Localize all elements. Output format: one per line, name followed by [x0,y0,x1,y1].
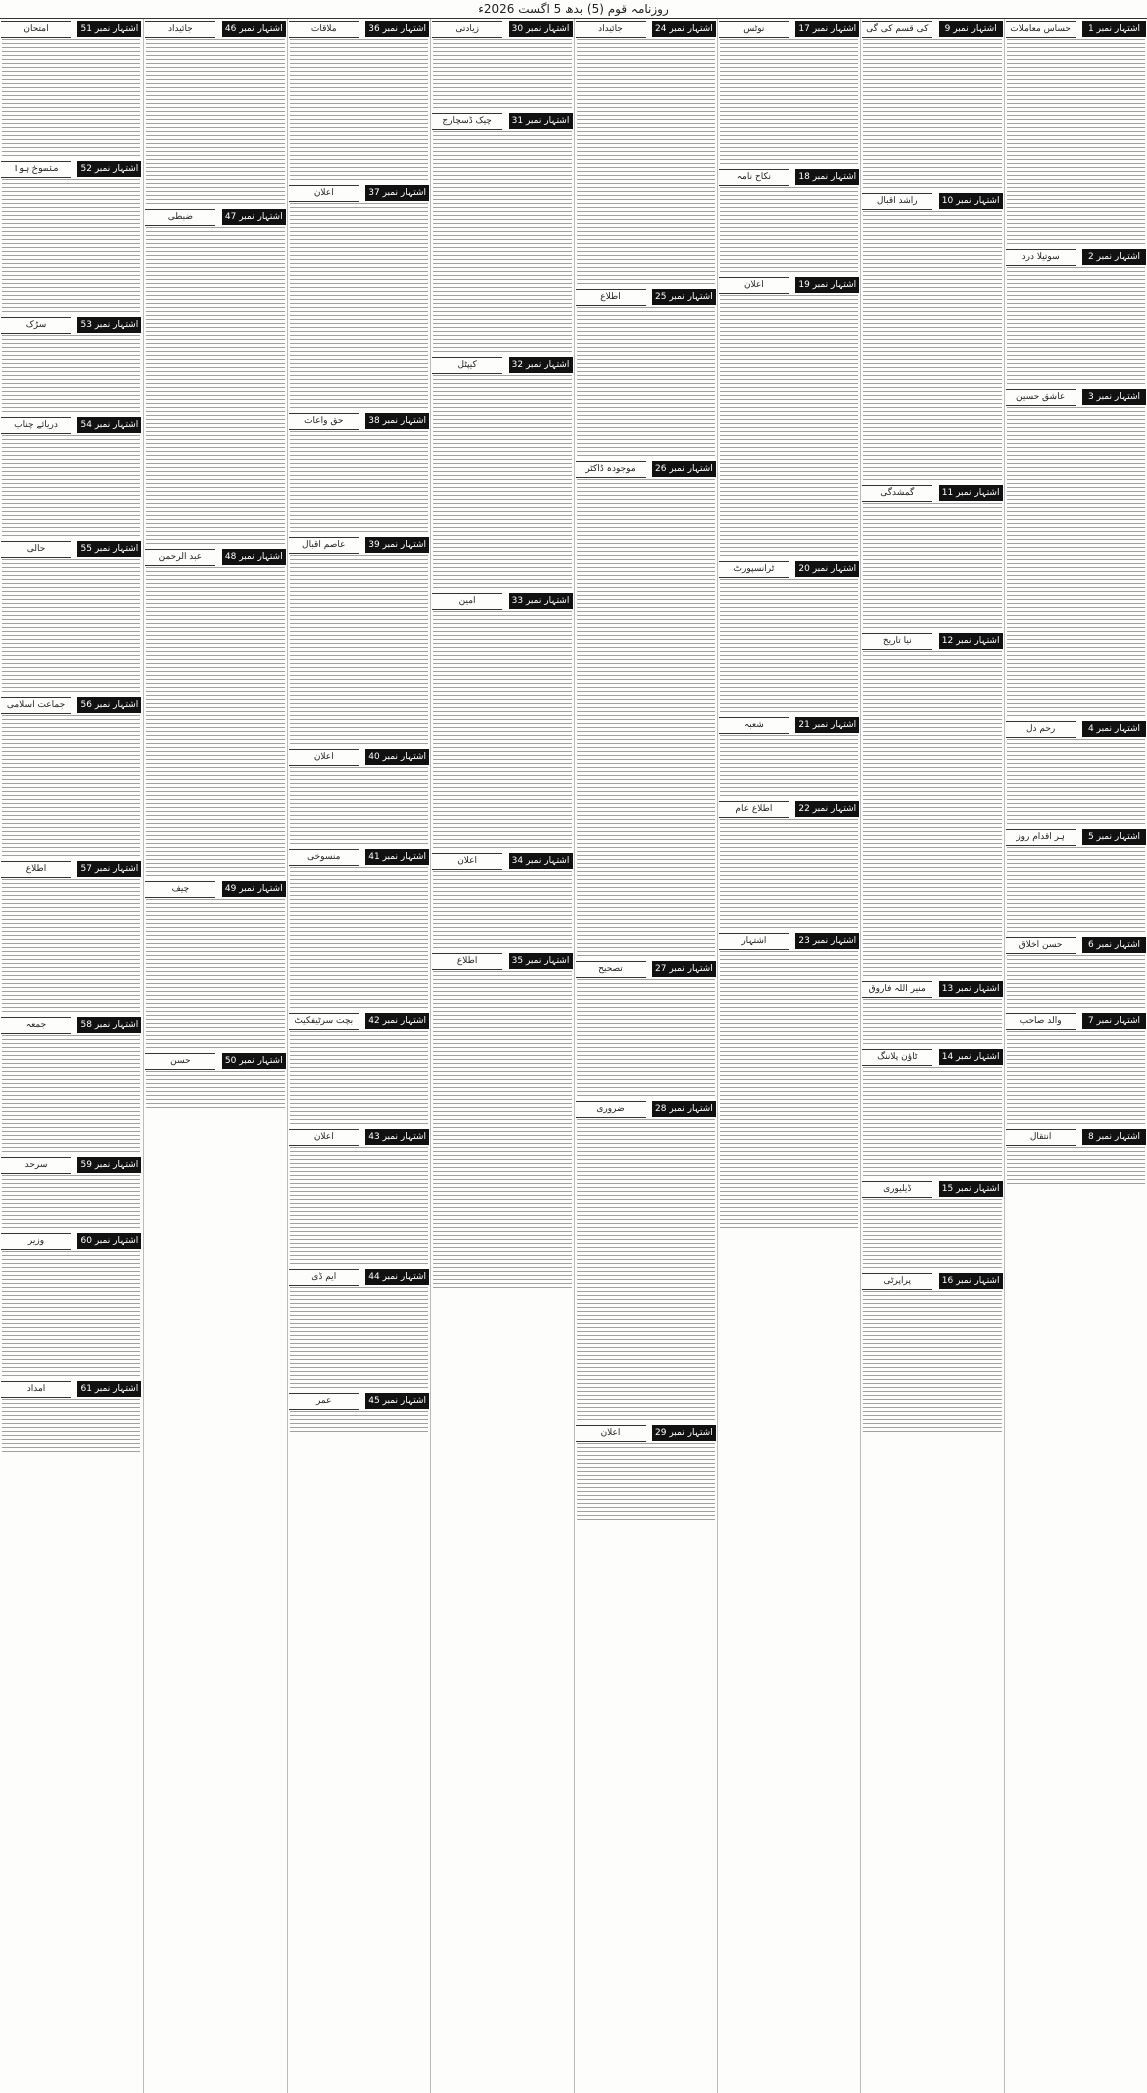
ad-headline [862,485,1002,501]
ad-headline [432,953,572,969]
ad-body-text [2,435,140,539]
ad-body-text [577,39,715,287]
ad-headline [862,633,1002,649]
ad-headline [1006,1013,1146,1029]
ad-headline [289,185,429,201]
ad-topic: اطلاع عام [719,801,789,818]
ad-number-badge: اشتہار نمبر 1 [1082,21,1146,37]
ad-body-text [2,39,140,159]
ad-topic: اعلان [719,277,789,294]
column-3 [717,19,860,2093]
ad-topic: کیپٹل [432,357,502,374]
ad-topic: سرحد [1,1157,71,1174]
ad-number-badge: اشتہار نمبر 61 [77,1381,141,1397]
ad-body-text [2,715,140,859]
ad-body-text [863,39,1001,191]
ad-body-text [433,39,571,111]
ad-headline [1,1233,141,1249]
ad-topic: کی قسم کی گی [862,21,932,38]
ad-number-badge: اشتہار نمبر 30 [509,21,573,37]
ad-number-badge: اشتہار نمبر 27 [652,961,716,977]
ad-number-badge: اشتہار نمبر 18 [795,169,859,185]
ad-topic: حق واعات [289,413,359,430]
ad-headline [1,697,141,713]
ad-body-text [433,611,571,851]
ad-number-badge: اشتہار نمبر 13 [939,981,1003,997]
ad-topic: جماعت اسلامی [1,697,71,714]
ad-number-badge: اشتہار نمبر 58 [77,1017,141,1033]
ad-number-badge: اشتہار نمبر 29 [652,1425,716,1441]
ad-number-badge: اشتہار نمبر 50 [222,1053,286,1069]
ad-topic: اعلان [289,749,359,766]
ad-body-text [577,979,715,1099]
ad-headline [289,413,429,429]
ad-body-text [290,867,428,1011]
ad-headline [1006,21,1146,37]
ad-topic: نوٹس [719,21,789,38]
ad-number-badge: اشتہار نمبر 36 [365,21,429,37]
ad-number-badge: اشتہار نمبر 47 [222,209,286,225]
ad-body-text [1007,39,1145,247]
ad-topic: حسن [145,1053,215,1070]
ad-number-badge: اشتہار نمبر 34 [509,853,573,869]
ad-headline [1,541,141,557]
ad-topic: عاشق حسین [1006,389,1076,406]
ad-number-badge: اشتہار نمبر 56 [77,697,141,713]
ad-body-text [720,39,858,167]
ad-body-text [290,1031,428,1127]
ad-headline [1,161,141,177]
ad-topic: عمر [289,1393,359,1410]
ad-body-text [1007,739,1145,827]
ad-headline [1,417,141,433]
ad-number-badge: اشتہار نمبر 7 [1082,1013,1146,1029]
ad-body-text [577,1119,715,1423]
ad-body-text [433,375,571,591]
ad-body-text [577,307,715,459]
ad-body-text [863,1067,1001,1179]
ad-topic: وزیر [1,1233,71,1250]
ad-body-text [1007,407,1145,719]
ad-body-text [863,1291,1001,1435]
ad-topic: انتقال [1006,1129,1076,1146]
ad-number-badge: اشتہار نمبر 8 [1082,1129,1146,1145]
ad-headline [576,961,716,977]
ad-topic: اعلان [289,1129,359,1146]
ad-headline [576,289,716,305]
ad-headline [145,881,285,897]
newspaper-columns [0,19,1147,2093]
ad-headline [289,21,429,37]
ad-headline [289,749,429,765]
ad-body-text [1007,847,1145,935]
ad-number-badge: اشتہار نمبر 20 [795,561,859,577]
ad-topic: پراپرٹی [862,1273,932,1290]
ad-body-text [2,1175,140,1231]
ad-number-badge: اشتہار نمبر 31 [509,113,573,129]
ad-topic: ٹرانسپورٹ [719,561,789,578]
ad-headline [289,1269,429,1285]
ad-headline [862,21,1002,37]
ad-body-text [433,131,571,355]
ad-topic: اعلان [576,1425,646,1442]
ad-body-text [863,211,1001,483]
ad-headline [862,1273,1002,1289]
ad-topic: جائیداد [145,21,215,38]
ad-headline [719,561,859,577]
ad-headline [1,317,141,333]
ad-body-text [863,651,1001,979]
ad-body-text [720,579,858,715]
ad-body-text [146,567,284,879]
ad-topic: جائیداد [576,21,646,38]
ad-topic: گمشدگی [862,485,932,502]
ad-body-text [2,879,140,1015]
ad-topic: سوتیلا درد [1006,249,1076,266]
ad-topic: شعبہ [719,717,789,734]
ad-topic: امین [432,593,502,610]
ad-headline [1006,721,1146,737]
ad-headline [432,593,572,609]
ad-topic: اعلان [289,185,359,202]
ad-topic: اعلان [432,853,502,870]
ad-body-text [2,179,140,315]
column-4 [574,19,717,2093]
ad-headline [1,1157,141,1173]
ad-body-text [720,295,858,559]
ad-number-badge: اشتہار نمبر 17 [795,21,859,37]
ad-body-text [1007,1147,1145,1187]
ad-topic: ٹاؤن پلاننگ [862,1049,932,1066]
ad-headline [576,21,716,37]
ad-headline [576,461,716,477]
ad-body-text [863,1199,1001,1271]
ad-number-badge: اشتہار نمبر 9 [939,21,1003,37]
ad-topic: چیف [145,881,215,898]
ad-headline [432,21,572,37]
ad-topic: امتحان [1,21,71,38]
ad-topic: حساس معاملات [1006,21,1076,38]
ad-number-badge: اشتہار نمبر 48 [222,549,286,565]
ad-headline [1,861,141,877]
ad-number-badge: اشتہار نمبر 37 [365,185,429,201]
ad-body-text [1007,267,1145,387]
ad-body-text [2,1399,140,1455]
ad-topic: سڑک [1,317,71,334]
ad-number-badge: اشتہار نمبر 16 [939,1273,1003,1289]
ad-body-text [577,1443,715,1523]
ad-topic: ڈیلیوری [862,1181,932,1198]
ad-body-text [290,203,428,411]
ad-number-badge: اشتہار نمبر 49 [222,881,286,897]
ad-topic: راشد اقبال [862,193,932,210]
ad-topic: حالی [1,541,71,558]
ad-body-text [146,899,284,1051]
column-6 [287,19,430,2093]
ad-body-text [2,1251,140,1379]
ad-body-text [146,39,284,207]
ad-body-text [2,335,140,415]
ad-headline [289,1129,429,1145]
ad-headline [432,113,572,129]
ad-number-badge: اشتہار نمبر 26 [652,461,716,477]
ad-body-text [720,187,858,275]
ad-body-text [2,1035,140,1155]
ad-topic: موجودہ ڈاکٹر [576,461,646,478]
ad-topic: اشتہار [719,933,789,950]
ad-topic: منیر اللہ فاروق [862,981,932,998]
ad-topic: امداد [1,1381,71,1398]
ad-headline [145,549,285,565]
ad-number-badge: اشتہار نمبر 24 [652,21,716,37]
ad-number-badge: اشتہار نمبر 53 [77,317,141,333]
ad-headline [289,1393,429,1409]
ad-topic: زیادتی [432,21,502,38]
column-7 [143,19,286,2093]
ad-number-badge: اشتہار نمبر 43 [365,1129,429,1145]
ad-topic: جمعہ [1,1017,71,1034]
ad-number-badge: اشتہار نمبر 25 [652,289,716,305]
ad-number-badge: اشتہار نمبر 32 [509,357,573,373]
ad-headline [1006,1129,1146,1145]
ad-body-text [433,871,571,951]
ad-body-text [720,819,858,931]
ad-topic: بچت سرٹیفکیٹ [289,1013,359,1030]
ad-headline [1,1017,141,1033]
ad-number-badge: اشتہار نمبر 15 [939,1181,1003,1197]
ad-body-text [720,951,858,1231]
column-8 [0,19,142,2093]
ad-topic: منسوخی [289,849,359,866]
ad-headline [1006,389,1146,405]
ad-topic: نیا تاریخ [862,633,932,650]
ad-headline [145,21,285,37]
ad-body-text [863,503,1001,631]
ad-body-text [1007,1031,1145,1127]
ad-number-badge: اشتہار نمبر 44 [365,1269,429,1285]
ad-headline [719,21,859,37]
ad-body-text [2,559,140,695]
ad-headline [719,277,859,293]
ad-topic: حسن اخلاق [1006,937,1076,954]
ad-body-text [146,227,284,547]
ad-body-text [290,1411,428,1435]
ad-number-badge: اشتہار نمبر 54 [77,417,141,433]
column-2 [860,19,1003,2093]
ad-number-badge: اشتہار نمبر 52 [77,161,141,177]
ad-headline [1,21,141,37]
ad-topic: ضروری [576,1101,646,1118]
ad-body-text [290,767,428,847]
ad-topic: عاصم اقبال [289,537,359,554]
ad-number-badge: اشتہار نمبر 38 [365,413,429,429]
ad-number-badge: اشتہار نمبر 21 [795,717,859,733]
ad-number-badge: اشتہار نمبر 45 [365,1393,429,1409]
ad-headline [1,1381,141,1397]
ad-number-badge: اشتہار نمبر 42 [365,1013,429,1029]
ad-topic: چیک ڈسچارج [432,113,502,130]
ad-body-text [290,555,428,747]
ad-topic: اطلاع [432,953,502,970]
ad-headline [1006,937,1146,953]
ad-number-badge: اشتہار نمبر 22 [795,801,859,817]
ad-number-badge: اشتہار نمبر 39 [365,537,429,553]
ad-number-badge: اشتہار نمبر 4 [1082,721,1146,737]
ad-headline [576,1425,716,1441]
ad-headline [289,537,429,553]
ad-topic: ملاقات [289,21,359,38]
ad-headline [576,1101,716,1117]
ad-headline [432,853,572,869]
ad-headline [862,1049,1002,1065]
ad-topic: اطلاع [1,861,71,878]
ad-headline [719,717,859,733]
ad-number-badge: اشتہار نمبر 3 [1082,389,1146,405]
ad-number-badge: اشتہار نمبر 2 [1082,249,1146,265]
ad-number-badge: اشتہار نمبر 55 [77,541,141,557]
ad-number-badge: اشتہار نمبر 33 [509,593,573,609]
ad-topic: ہر اقدام روز [1006,829,1076,846]
ad-headline [289,849,429,865]
ad-number-badge: اشتہار نمبر 51 [77,21,141,37]
ad-headline [862,981,1002,997]
ad-number-badge: اشتہار نمبر 41 [365,849,429,865]
ad-number-badge: اشتہار نمبر 6 [1082,937,1146,953]
ad-topic: رحم دل [1006,721,1076,738]
masthead: روزنامہ قوم (5) بدھ 5 اگست 2026ء [0,0,1147,19]
ad-number-badge: اشتہار نمبر 59 [77,1157,141,1173]
ad-headline [719,169,859,185]
ad-headline [1006,249,1146,265]
ad-number-badge: اشتہار نمبر 19 [795,277,859,293]
ad-headline [432,357,572,373]
ad-number-badge: اشتہار نمبر 35 [509,953,573,969]
ad-headline [719,933,859,949]
ad-number-badge: اشتہار نمبر 28 [652,1101,716,1117]
ad-topic: ایم ڈی [289,1269,359,1286]
ad-number-badge: اشتہار نمبر 46 [222,21,286,37]
ad-topic: اطلاع [576,289,646,306]
ad-headline [145,209,285,225]
ad-number-badge: اشتہار نمبر 23 [795,933,859,949]
ad-number-badge: اشتہار نمبر 12 [939,633,1003,649]
ad-body-text [433,971,571,1291]
ad-body-text [720,735,858,799]
ad-headline [862,1181,1002,1197]
ad-headline [145,1053,285,1069]
ad-body-text [577,479,715,959]
ad-headline [289,1013,429,1029]
ad-body-text [290,1287,428,1391]
ad-topic: تصحیح [576,961,646,978]
ad-body-text [290,39,428,183]
column-1 [1004,19,1147,2093]
ad-headline [719,801,859,817]
ad-number-badge: اشتہار نمبر 10 [939,193,1003,209]
ad-headline [862,193,1002,209]
ad-topic: والد صاحب [1006,1013,1076,1030]
ad-body-text [146,1071,284,1111]
ad-headline [1006,829,1146,845]
ad-body-text [290,1147,428,1267]
ad-body-text [1007,955,1145,1011]
ad-topic: نکاح نامہ [719,169,789,186]
ad-number-badge: اشتہار نمبر 14 [939,1049,1003,1065]
ad-body-text [290,431,428,535]
ad-body-text [863,999,1001,1047]
ad-number-badge: اشتہار نمبر 11 [939,485,1003,501]
ad-topic: منسوخ ہوا [1,161,71,178]
ad-number-badge: اشتہار نمبر 60 [77,1233,141,1249]
ad-number-badge: اشتہار نمبر 5 [1082,829,1146,845]
ad-topic: ضبطی [145,209,215,226]
ad-topic: دریائے چناب [1,417,71,434]
ad-number-badge: اشتہار نمبر 57 [77,861,141,877]
ad-number-badge: اشتہار نمبر 40 [365,749,429,765]
column-5 [430,19,573,2093]
ad-topic: عبد الرحمن [145,549,215,566]
